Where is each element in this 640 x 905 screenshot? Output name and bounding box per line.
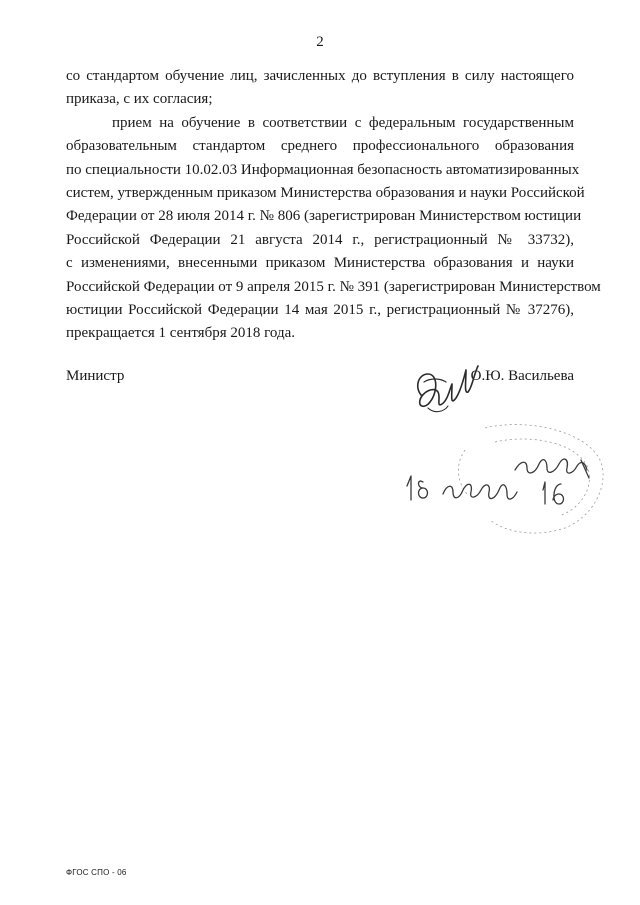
body-line: Российской Федерации 21 августа 2014 г., регистрационный № 33732),: [66, 231, 574, 248]
body-line: юстиции Российской Федерации 14 мая 2015 г., регистрационный № 37276),: [66, 302, 574, 319]
body-line: Российской Федерации от 9 апреля 2015 г. № 391 (зарегистрирован Министерством: [66, 278, 601, 295]
page-number: 2: [316, 34, 324, 50]
signature-block: [66, 368, 574, 392]
footer-code: ФГОС СПО - 06: [66, 868, 127, 877]
body-line: приказа, с их согласия;: [66, 91, 213, 108]
body-line: по специальности 10.02.03 Информационная безопасность автоматизированных: [66, 161, 580, 178]
body-line: прекращается 1 сентября 2018 года.: [66, 325, 295, 342]
handwritten-signature: [408, 352, 488, 422]
registration-stamp: [395, 420, 615, 540]
signer-role: Министр: [66, 368, 125, 384]
body-line: систем, утвержденным приказом Министерства образования и науки Российской: [66, 185, 585, 202]
body-line: прием на обучение в соответствии с федеральным государственным: [112, 114, 574, 131]
body-line: с изменениями, внесенными приказом Министерства образования и науки: [66, 255, 574, 272]
body-line: образовательным стандартом среднего профессионального образования: [66, 138, 574, 155]
body-line: Федерации от 28 июля 2014 г. № 806 (зарегистрирован Министерством юстиции: [66, 208, 582, 225]
body-line: со стандартом обучение лиц, зачисленных до вступления в силу настоящего: [66, 68, 574, 84]
signer-name: О.Ю. Васильева: [470, 368, 574, 384]
document-body: [66, 65, 601, 346]
